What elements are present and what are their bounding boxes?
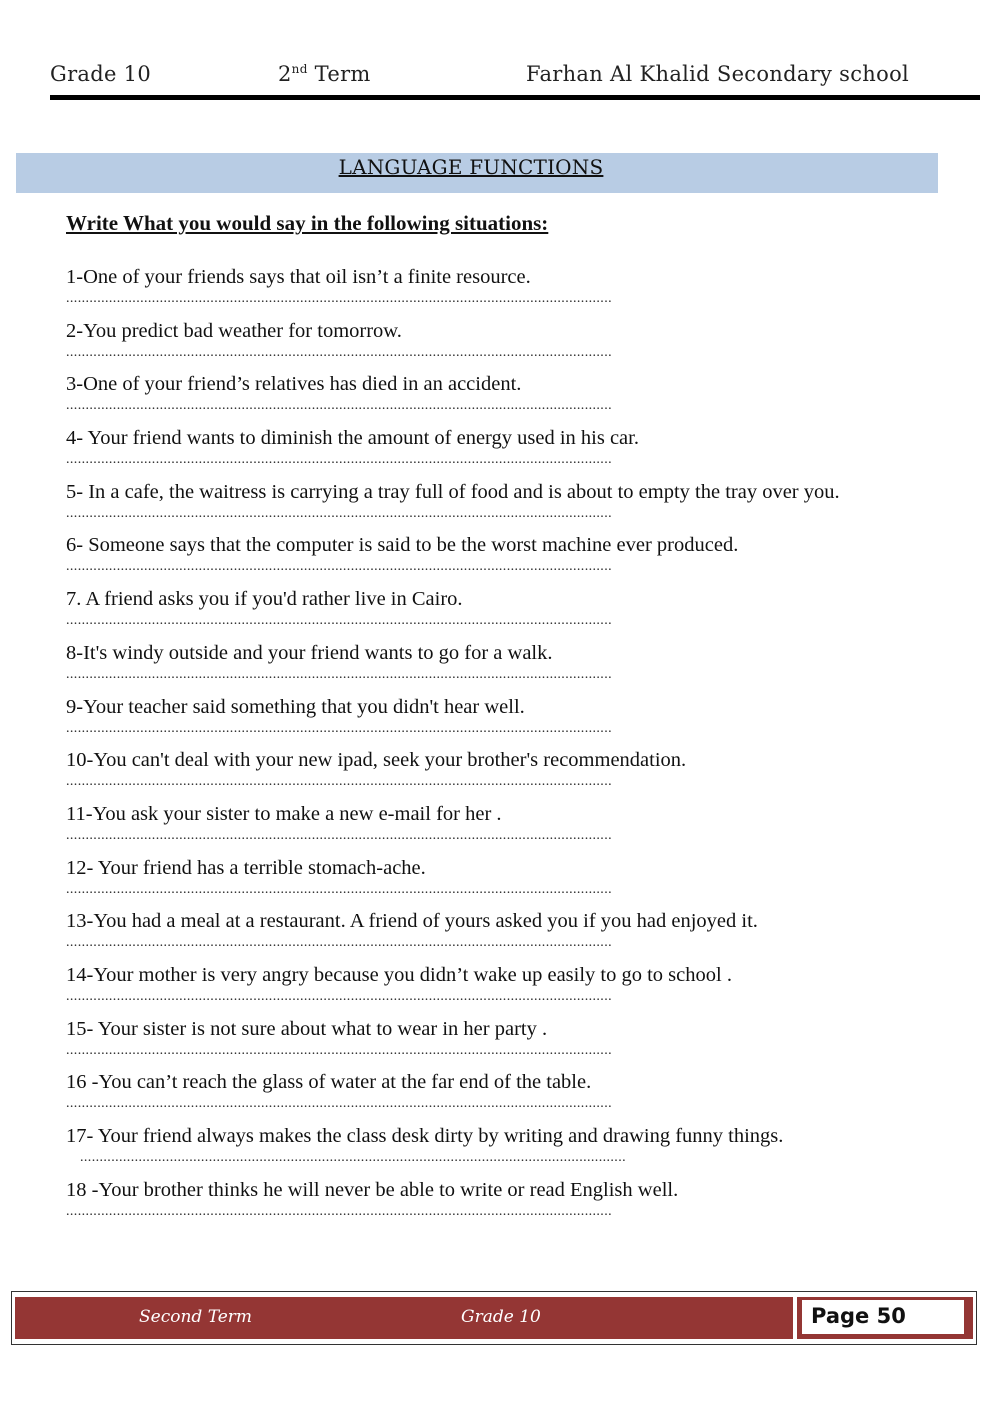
footer-term: Second Term xyxy=(139,1307,253,1327)
answer-line[interactable]: ............................................................................................................................................ xyxy=(66,721,612,736)
question-item xyxy=(66,1069,966,1123)
answer-line[interactable]: ............................................................................................................................................ xyxy=(66,453,612,468)
question-text: 7. A friend asks you if you'd rather live in Cairo. xyxy=(66,588,463,611)
question-item xyxy=(66,425,966,479)
answer-line[interactable]: ............................................................................................................................................ xyxy=(66,506,612,521)
question-text: 13-You had a meal at a restaurant. A friend of yours asked you if you had enjoyed it. xyxy=(66,910,758,933)
question-item xyxy=(66,747,966,801)
footer-page-block xyxy=(797,1297,973,1339)
header-rule xyxy=(50,95,980,100)
footer-grade: Grade 10 xyxy=(461,1307,541,1327)
answer-line[interactable]: ............................................................................................................................................ xyxy=(66,775,612,790)
question-item xyxy=(66,1016,966,1070)
page-number-box xyxy=(802,1300,964,1334)
header-school: Farhan Al Khalid Secondary school xyxy=(526,62,910,86)
answer-line[interactable]: ............................................................................................................................................ xyxy=(80,1151,626,1165)
question-text: 18 -Your brother thinks he will never be able to write or read English well. xyxy=(66,1178,679,1201)
answer-line[interactable]: ............................................................................................................................................ xyxy=(66,560,612,575)
answer-line[interactable]: ............................................................................................................................................ xyxy=(66,345,612,360)
question-text: 17- Your friend always makes the class desk dirty by writing and drawing funny things. xyxy=(66,1125,784,1147)
answer-line[interactable]: ............................................................................................................................................ xyxy=(66,399,612,414)
header-term-suffix: nd xyxy=(291,62,308,76)
question-text: 9-Your teacher said something that you didn't hear well. xyxy=(66,695,525,718)
question-text: 8-It's windy outside and your friend wants to go for a walk. xyxy=(66,641,553,664)
answer-line[interactable]: ............................................................................................................................................ xyxy=(66,1097,612,1112)
page-header xyxy=(50,62,930,94)
question-text: 12- Your friend has a terrible stomach-ache. xyxy=(66,856,426,879)
question-item xyxy=(66,801,966,855)
question-item xyxy=(66,586,966,640)
question-item xyxy=(66,1123,966,1177)
question-text: 4- Your friend wants to diminish the amount of energy used in his car. xyxy=(66,427,639,450)
question-text: 2-You predict bad weather for tomorrow. xyxy=(66,319,402,342)
question-text: 11-You ask your sister to make a new e-mail for her . xyxy=(66,802,502,825)
question-item xyxy=(66,962,966,1016)
question-text: 3-One of your friend’s relatives has died in an accident. xyxy=(66,373,522,396)
question-item xyxy=(66,694,966,748)
question-item xyxy=(66,855,966,909)
question-text: 1-One of your friends says that oil isn’t a finite resource. xyxy=(66,266,531,288)
section-title: LANGUAGE FUNCTIONS xyxy=(338,155,604,179)
answer-line[interactable]: ............................................................................................................................................ xyxy=(66,292,612,306)
answer-line[interactable]: ............................................................................................................................................ xyxy=(66,989,612,1004)
section-title-band xyxy=(16,153,938,193)
header-term-number: 2 xyxy=(278,62,292,86)
answer-line[interactable]: ............................................................................................................................................ xyxy=(66,828,612,843)
question-text: 5- In a cafe, the waitress is carrying a tray full of food and is about to empty the tray over you. xyxy=(66,480,840,503)
question-text: 6- Someone says that the computer is said to be the worst machine ever produced. xyxy=(66,534,739,557)
answer-line[interactable]: ............................................................................................................................................ xyxy=(66,1043,612,1058)
header-term xyxy=(278,62,371,86)
question-item xyxy=(66,532,966,586)
question-list xyxy=(66,264,966,1230)
question-item xyxy=(66,640,966,694)
header-term-word: Term xyxy=(314,62,371,86)
question-text: 16 -You can’t reach the glass of water at the far end of the table. xyxy=(66,1071,592,1094)
answer-line[interactable]: ............................................................................................................................................ xyxy=(66,667,612,682)
answer-line[interactable]: ............................................................................................................................................ xyxy=(66,614,612,629)
answer-line[interactable]: ............................................................................................................................................ xyxy=(66,936,612,951)
question-item xyxy=(66,264,966,318)
question-item xyxy=(66,318,966,372)
answer-line[interactable]: ............................................................................................................................................ xyxy=(66,1204,612,1219)
footer-band xyxy=(15,1297,793,1339)
question-item xyxy=(66,1177,966,1231)
question-text: 14-Your mother is very angry because you didn’t wake up easily to go to school . xyxy=(66,963,732,986)
question-item xyxy=(66,908,966,962)
header-grade: Grade 10 xyxy=(50,62,152,86)
question-item xyxy=(66,371,966,425)
answer-line[interactable]: ............................................................................................................................................ xyxy=(66,882,612,897)
page-number: Page 50 xyxy=(811,1304,906,1328)
instruction: Write What you would say in the following situations: xyxy=(66,211,549,235)
question-text: 10-You can't deal with your new ipad, seek your brother's recommendation. xyxy=(66,749,687,772)
question-item xyxy=(66,479,966,533)
question-text: 15- Your sister is not sure about what to wear in her party . xyxy=(66,1017,548,1040)
